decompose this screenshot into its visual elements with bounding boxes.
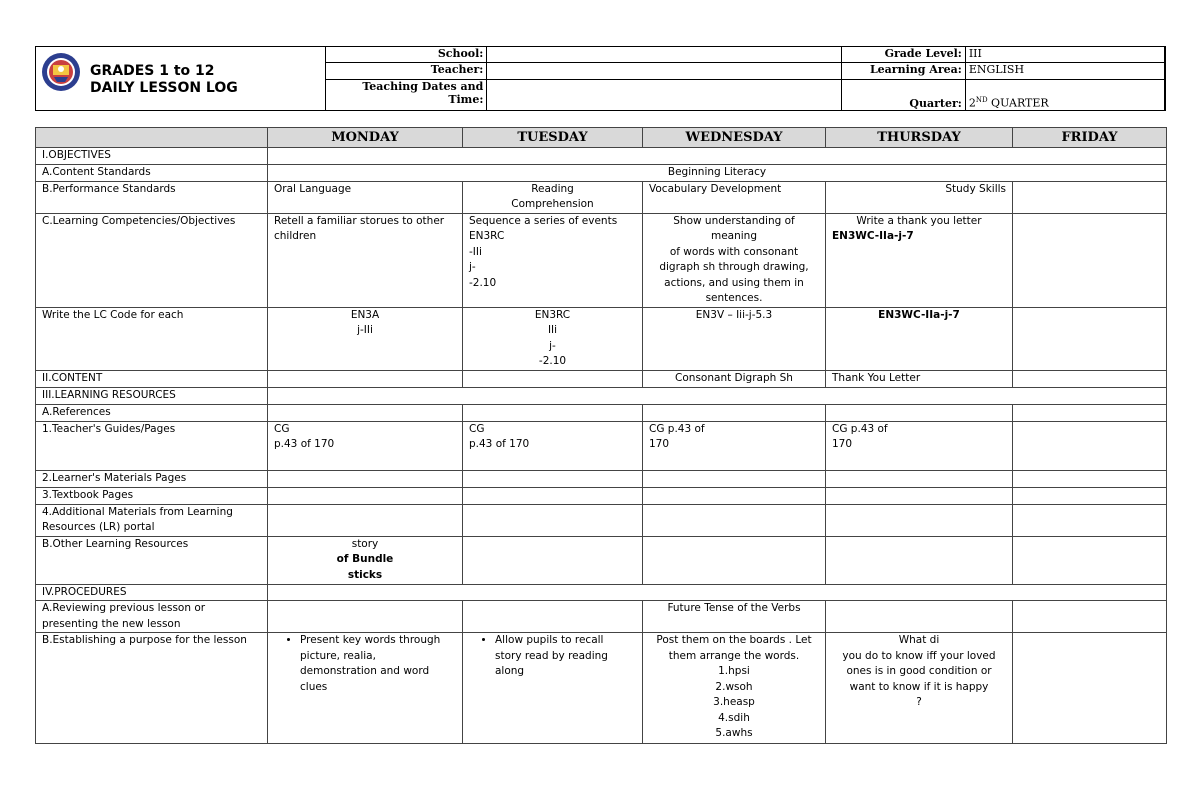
comp-monday-line1: Retell a familiar storues to other bbox=[274, 214, 445, 227]
tb-wednesday[interactable] bbox=[643, 487, 826, 504]
tg-wednesday-line1: CG p.43 of bbox=[649, 422, 705, 435]
purpose-tuesday-list bbox=[469, 633, 636, 680]
purpose-monday-item bbox=[300, 633, 456, 695]
other-friday[interactable] bbox=[1013, 536, 1167, 584]
row-additional-materials bbox=[36, 504, 1167, 536]
teacher-label: Teacher: bbox=[326, 63, 487, 80]
am-thursday[interactable] bbox=[826, 504, 1013, 536]
row-references bbox=[36, 404, 1167, 421]
comp-wednesday[interactable] bbox=[643, 213, 826, 307]
day-header-tuesday: TUESDAY bbox=[463, 128, 643, 148]
comp-wednesday-line2: of words with consonant bbox=[669, 245, 799, 258]
tg-thursday-line1: CG p.43 of bbox=[832, 422, 888, 435]
school-field[interactable] bbox=[487, 47, 842, 63]
learning-area-field[interactable]: ENGLISH bbox=[965, 63, 1164, 80]
row-learners-materials bbox=[36, 470, 1167, 487]
other-tuesday[interactable] bbox=[463, 536, 643, 584]
tg-tuesday[interactable] bbox=[463, 421, 643, 470]
lm-monday[interactable] bbox=[268, 470, 463, 487]
other-monday-line2: of Bundle bbox=[336, 553, 394, 565]
comp-tuesday[interactable] bbox=[463, 213, 643, 307]
perf-tuesday-line1: Reading bbox=[531, 182, 574, 195]
comp-tuesday-line4: j- bbox=[469, 261, 476, 273]
tg-thursday-line2: 170 bbox=[832, 438, 853, 450]
lc-monday-line1: EN3A bbox=[350, 308, 380, 321]
learning-resources-cell[interactable] bbox=[268, 387, 1167, 404]
content-label: II.CONTENT bbox=[36, 370, 268, 387]
learners-materials-label: 2.Learner's Materials Pages bbox=[36, 470, 268, 487]
perf-thursday[interactable]: Study Skills bbox=[826, 181, 1013, 213]
lc-wednesday[interactable]: EN3V – Iii-j-5.3 bbox=[643, 307, 826, 370]
day-header-wednesday: WEDNESDAY bbox=[643, 128, 826, 148]
purpose-thursday-line3: ones is in good condition or bbox=[846, 665, 992, 677]
lc-tuesday-line1: EN3RC bbox=[534, 308, 571, 321]
reviewing-label-line2: presenting the new lesson bbox=[42, 617, 181, 630]
references-friday[interactable] bbox=[1013, 404, 1167, 421]
purpose-wednesday-word1: 1.hpsi bbox=[718, 665, 750, 677]
purpose-wednesday-word5: 5.awhs bbox=[715, 727, 753, 739]
content-monday[interactable] bbox=[268, 370, 463, 387]
learning-resources-label: III.LEARNING RESOURCES bbox=[36, 387, 268, 404]
tg-tuesday-line2: p.43 of 170 bbox=[469, 438, 530, 450]
perf-friday[interactable] bbox=[1013, 181, 1167, 213]
tb-monday[interactable] bbox=[268, 487, 463, 504]
purpose-monday-line4: clues bbox=[300, 680, 328, 693]
purpose-tuesday-item bbox=[495, 633, 636, 680]
references-thursday[interactable] bbox=[826, 404, 1013, 421]
comp-tuesday-line1: Sequence a series of events bbox=[469, 214, 618, 227]
am-friday[interactable] bbox=[1013, 504, 1167, 536]
title-line-grades: GRADES 1 to 12 bbox=[90, 63, 215, 79]
references-monday[interactable] bbox=[268, 404, 463, 421]
lm-thursday[interactable] bbox=[826, 470, 1013, 487]
lc-tuesday-line4: -2.10 bbox=[538, 355, 567, 367]
purpose-monday-list bbox=[274, 633, 456, 695]
competencies-label: C.Learning Competencies/Objectives bbox=[36, 213, 268, 307]
purpose-wednesday[interactable] bbox=[643, 633, 826, 744]
purpose-wednesday-word4: 4.sdih bbox=[718, 711, 750, 724]
textbook-pages-label: 3.Textbook Pages bbox=[36, 487, 268, 504]
day-header-monday: MONDAY bbox=[268, 128, 463, 148]
comp-tuesday-line3: -IIi bbox=[469, 245, 482, 258]
additional-materials-label bbox=[36, 504, 268, 536]
lc-monday-line2: j-IIi bbox=[357, 324, 373, 336]
comp-wednesday-line4: actions, and using them in bbox=[664, 276, 804, 289]
lc-friday[interactable] bbox=[1013, 307, 1167, 370]
row-textbook-pages bbox=[36, 487, 1167, 504]
other-thursday[interactable] bbox=[826, 536, 1013, 584]
purpose-tuesday-line3: along bbox=[495, 665, 525, 677]
purpose-thursday-line5: ? bbox=[916, 696, 922, 708]
reviewing-thursday[interactable] bbox=[826, 601, 1013, 633]
purpose-wednesday-word2: 2.wsoh bbox=[715, 680, 753, 693]
title-line-dll: DAILY LESSON LOG bbox=[90, 80, 238, 96]
reviewing-label bbox=[36, 601, 268, 633]
references-tuesday[interactable] bbox=[463, 404, 643, 421]
purpose-tuesday-line1: • Allow pupils to recall bbox=[495, 634, 604, 646]
content-friday[interactable] bbox=[1013, 370, 1167, 387]
grade-level-label: Grade Level: bbox=[842, 47, 966, 63]
tg-tuesday-line1: CG bbox=[469, 422, 485, 435]
row-performance-standards bbox=[36, 181, 1167, 213]
lc-thursday[interactable]: EN3WC-IIa-j-7 bbox=[826, 307, 1013, 370]
purpose-tuesday[interactable] bbox=[463, 633, 643, 744]
teaching-dates-label bbox=[326, 80, 487, 111]
other-monday-line1: story bbox=[351, 537, 379, 550]
comp-wednesday-line1: Show understanding of meaning bbox=[673, 214, 795, 242]
row-content-standards bbox=[36, 165, 1167, 182]
lm-tuesday[interactable] bbox=[463, 470, 643, 487]
tg-monday-line1: CG bbox=[274, 422, 290, 435]
quarter-text: QUARTER bbox=[987, 97, 1049, 110]
lc-tuesday[interactable] bbox=[463, 307, 643, 370]
teaching-dates-field[interactable] bbox=[487, 80, 842, 111]
reviewing-monday[interactable] bbox=[268, 601, 463, 633]
purpose-monday-line1: • Present key words through bbox=[300, 634, 441, 646]
row-procedures bbox=[36, 584, 1167, 601]
day-header-thursday: THURSDAY bbox=[826, 128, 1013, 148]
purpose-monday-line2: picture, realia, bbox=[300, 649, 376, 662]
teacher-field[interactable] bbox=[487, 63, 842, 80]
performance-standards-label: B.Performance Standards bbox=[36, 181, 268, 213]
reviewing-label-line1: A.Reviewing previous lesson or bbox=[42, 602, 206, 614]
lesson-log-header bbox=[35, 46, 1166, 111]
teaching-dates-label-line2: Time: bbox=[448, 93, 484, 106]
reviewing-wednesday[interactable]: Future Tense of the Verbs bbox=[643, 601, 826, 633]
grade-level-field[interactable]: III bbox=[965, 47, 1164, 63]
teachers-guide-label: 1.Teacher's Guides/Pages bbox=[36, 421, 268, 470]
purpose-thursday-line4: want to know if it is happy bbox=[849, 680, 989, 693]
tb-friday[interactable] bbox=[1013, 487, 1167, 504]
tg-wednesday-line2: 170 bbox=[649, 438, 670, 450]
purpose-friday[interactable] bbox=[1013, 633, 1167, 744]
procedures-label: IV.PROCEDURES bbox=[36, 584, 268, 601]
purpose-monday[interactable] bbox=[268, 633, 463, 744]
perf-monday[interactable]: Oral Language bbox=[268, 181, 463, 213]
row-teachers-guide bbox=[36, 421, 1167, 470]
row-content bbox=[36, 370, 1167, 387]
teaching-dates-label-line1: Teaching Dates and bbox=[362, 80, 484, 93]
purpose-thursday-line2: you do to know iff your loved bbox=[842, 649, 996, 662]
learning-area-label: Learning Area: bbox=[842, 63, 966, 80]
tg-monday-line2: p.43 of 170 bbox=[274, 438, 335, 450]
other-monday[interactable] bbox=[268, 536, 463, 584]
purpose-wednesday-line1: Post them on the boards . Let bbox=[656, 634, 812, 646]
row-reviewing bbox=[36, 601, 1167, 633]
content-tuesday[interactable] bbox=[463, 370, 643, 387]
row-other-resources bbox=[36, 536, 1167, 584]
row-learning-resources bbox=[36, 387, 1167, 404]
day-header-blank bbox=[36, 128, 268, 148]
quarter-suffix: ND bbox=[975, 96, 988, 105]
tb-tuesday[interactable] bbox=[463, 487, 643, 504]
tg-monday[interactable] bbox=[268, 421, 463, 470]
comp-tuesday-line2: EN3RC bbox=[469, 230, 505, 242]
additional-materials-line2: Resources (LR) portal bbox=[42, 521, 155, 533]
purpose-thursday[interactable] bbox=[826, 633, 1013, 744]
content-thursday[interactable]: Thank You Letter bbox=[826, 370, 1013, 387]
lm-friday[interactable] bbox=[1013, 470, 1167, 487]
references-wednesday[interactable] bbox=[643, 404, 826, 421]
quarter-field[interactable] bbox=[965, 80, 1164, 111]
purpose-wednesday-line2: them arrange the words. bbox=[668, 649, 800, 662]
procedures-cell[interactable] bbox=[268, 584, 1167, 601]
comp-tuesday-line5: -2.10 bbox=[469, 276, 497, 289]
content-standards-value[interactable]: Beginning Literacy bbox=[268, 165, 1167, 182]
quarter-number: 2 bbox=[968, 97, 976, 110]
info-table bbox=[325, 46, 1165, 111]
tg-friday[interactable] bbox=[1013, 421, 1167, 470]
objectives-label: I.OBJECTIVES bbox=[36, 148, 268, 165]
deped-seal-icon bbox=[41, 52, 81, 92]
row-purpose bbox=[36, 633, 1167, 744]
quarter-label: Quarter: bbox=[842, 80, 966, 111]
lc-code-label: Write the LC Code for each bbox=[36, 307, 268, 370]
lc-monday[interactable] bbox=[268, 307, 463, 370]
comp-thursday-line1: Write a thank you letter bbox=[856, 214, 982, 227]
day-header-row bbox=[36, 128, 1167, 148]
comp-wednesday-line3: digraph sh through drawing, bbox=[659, 261, 809, 273]
row-lc-code bbox=[36, 307, 1167, 370]
tg-wednesday[interactable] bbox=[643, 421, 826, 470]
content-wednesday[interactable]: Consonant Digraph Sh bbox=[643, 370, 826, 387]
comp-thursday-code: EN3WC-IIa-j-7 bbox=[832, 230, 914, 242]
row-competencies bbox=[36, 213, 1167, 307]
additional-materials-line1: 4.Additional Materials from Learning bbox=[42, 505, 233, 518]
comp-friday[interactable] bbox=[1013, 213, 1167, 307]
other-wednesday[interactable] bbox=[643, 536, 826, 584]
am-wednesday[interactable] bbox=[643, 504, 826, 536]
purpose-label: B.Establishing a purpose for the lesson bbox=[36, 633, 268, 744]
document-title bbox=[90, 63, 238, 97]
purpose-thursday-line1: What di bbox=[898, 634, 940, 646]
comp-wednesday-line5: sentences. bbox=[705, 292, 763, 304]
row-objectives bbox=[36, 148, 1167, 165]
comp-thursday[interactable] bbox=[826, 213, 1013, 307]
lm-wednesday[interactable] bbox=[643, 470, 826, 487]
tg-thursday[interactable] bbox=[826, 421, 1013, 470]
am-tuesday[interactable] bbox=[463, 504, 643, 536]
am-monday[interactable] bbox=[268, 504, 463, 536]
reviewing-friday[interactable] bbox=[1013, 601, 1167, 633]
purpose-wednesday-word3: 3.heasp bbox=[713, 696, 755, 708]
other-monday-line3: sticks bbox=[347, 568, 383, 581]
comp-monday-line2: children bbox=[274, 230, 317, 242]
content-standards-label: A.Content Standards bbox=[36, 165, 268, 182]
purpose-tuesday-line2: story read by reading bbox=[495, 649, 608, 662]
lesson-log-table bbox=[35, 127, 1167, 744]
perf-tuesday[interactable] bbox=[463, 181, 643, 213]
school-label: School: bbox=[326, 47, 487, 63]
day-header-friday: FRIDAY bbox=[1013, 128, 1167, 148]
objectives-cell[interactable] bbox=[268, 148, 1167, 165]
purpose-monday-line3: demonstration and word bbox=[300, 665, 430, 677]
perf-wednesday[interactable]: Vocabulary Development bbox=[643, 181, 826, 213]
tb-thursday[interactable] bbox=[826, 487, 1013, 504]
other-resources-label: B.Other Learning Resources bbox=[36, 536, 268, 584]
lc-tuesday-line2: IIi bbox=[547, 324, 558, 336]
perf-tuesday-line2: Comprehension bbox=[511, 198, 594, 210]
comp-monday[interactable] bbox=[268, 213, 463, 307]
reviewing-tuesday[interactable] bbox=[463, 601, 643, 633]
lc-tuesday-line3: j- bbox=[549, 339, 556, 352]
references-label: A.References bbox=[36, 404, 268, 421]
